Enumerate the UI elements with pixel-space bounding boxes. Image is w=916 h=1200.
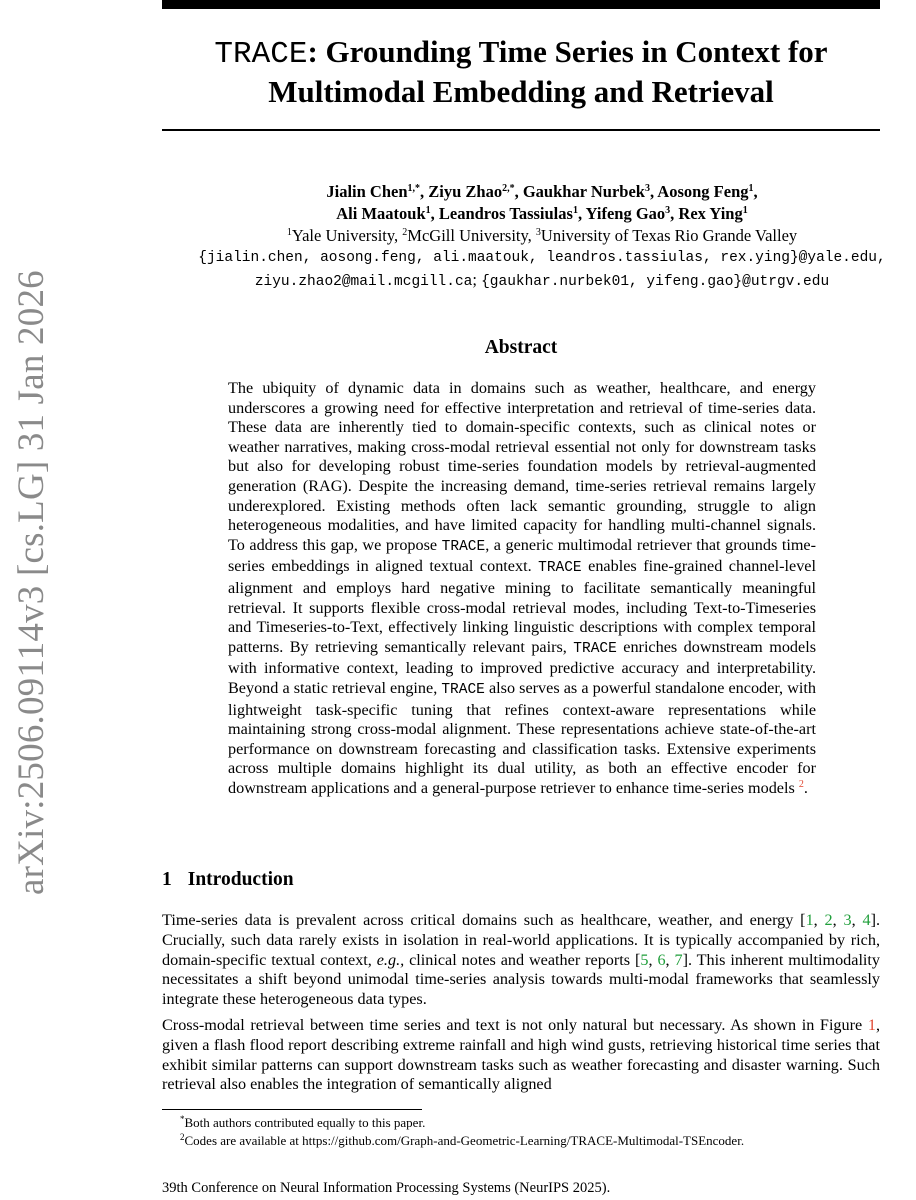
- affiliations: $^1$Yale University, $^2$McGill University, $^3$University of Texas Rio Grande Valley: [286, 226, 798, 245]
- author-name: Leandros Tassiulas: [438, 204, 573, 223]
- citation-link[interactable]: 4: [862, 911, 871, 929]
- title-line1: : Grounding Time Series in Context for: [307, 34, 828, 69]
- email-separator: ;: [472, 270, 482, 289]
- emphasis: e.g.,: [376, 950, 405, 969]
- abstract-segment: .: [803, 778, 808, 797]
- footnote-1: [162, 1114, 902, 1132]
- author-name: Gaukhar Nurbek: [522, 182, 645, 201]
- footnote-rule: [162, 1109, 422, 1110]
- text-segment: Time-series data is prevalent across critical domains such as healthcare, weather, and energy [: [162, 911, 806, 929]
- author-sup: 3: [665, 205, 671, 216]
- footnotes: [162, 1114, 902, 1150]
- email: {gaukhar.nurbek01, yifeng.gao}@utrgv.edu: [481, 274, 830, 290]
- venue-footer: 39th Conference on Neural Information Processing Systems (NeurIPS 2025).: [162, 1180, 611, 1196]
- citation-link[interactable]: 6: [657, 950, 666, 969]
- section-number: 1: [162, 869, 172, 890]
- text-segment: ]. This inherent multimodality necessitates a shift beyond unimodal time-series analysis towards multi-modal frameworks that seamlessly integrate these heterogeneous data types.: [162, 950, 881, 1009]
- author-name: Jialin Chen: [326, 182, 408, 201]
- footnote-mark: *: [180, 1114, 185, 1124]
- author-line-1: Jialin Chen$^{1,*}$, Ziyu Zhao$^{2,*}$, Gaukhar Nurbek$^3$, Aosong Feng$^1$,: [326, 182, 758, 201]
- text-segment: , given a flash flood report describing extreme rainfall and high wind gusts, retrieving historical time series that exhibit similar patterns can support downstream tasks such as weather forecasting and disaster warning. Such retrieval also enables the integration of semantically aligned: [162, 1015, 880, 1094]
- text-segment: ]. Crucially, such data rarely exists in isolation in real-world applications. It is typically accompanied by rich, domain-specific textual context,: [162, 911, 881, 969]
- footnote-text: Both authors contributed equally to this paper.: [184, 1115, 426, 1130]
- footnote-2: [162, 1132, 902, 1150]
- abstract-text: [228, 379, 816, 798]
- section-title: Introduction: [187, 869, 294, 890]
- text-segment: Cross-modal retrieval between time series and text is not only natural but necessary. As shown in Figure: [162, 1015, 868, 1034]
- system-name: TRACE: [573, 640, 617, 657]
- author-sup: 1: [742, 205, 748, 216]
- arxiv-identifier: arXiv:2506.09114v3 [cs.LG] 31 Jan 2026: [11, 270, 52, 895]
- title-line2: Multimodal Embedding and Retrieval: [268, 74, 774, 109]
- system-name: TRACE: [538, 560, 582, 577]
- paragraph: Time-series data is prevalent across critical domains such as healthcare, weather, and energy [1, 2, 3, 4]. Crucially, such data rarely exists in isolation in real-world applications. It is typically accompanied by rich, domain-specific textual context, e.g., clinical notes and weather reports [5, 6, 7]. This inherent multimodality necessitates a shift beyond unimodal time-series analysis towards multi-modal frameworks that seamlessly integrate these heterogeneous data types.: [162, 911, 881, 1009]
- footnote-link[interactable]: 2: [798, 778, 804, 790]
- affiliation: Yale University,: [291, 226, 403, 245]
- author-name: Ali Maatouk: [336, 204, 426, 223]
- author-sup: 1: [425, 205, 431, 216]
- citation-link[interactable]: 7: [674, 950, 683, 969]
- system-name: TRACE: [441, 538, 486, 555]
- footnote-text[interactable]: Codes are available at https://github.com/Graph-and-Geometric-Learning/TRACE-Multimodal-TSEncoder.: [184, 1133, 745, 1148]
- abstract-segment: enriches downstream models with informative context, leading to improved predictive accuracy and interpretability. Beyond a static retrieval engine,: [228, 637, 816, 697]
- title-system-name: TRACE: [214, 37, 308, 72]
- footnote-mark: 2: [180, 1132, 185, 1142]
- citation-link[interactable]: 1: [805, 911, 814, 929]
- title-rule: [162, 129, 880, 131]
- figure-link[interactable]: 1: [867, 1015, 876, 1034]
- introduction-body: [162, 911, 880, 1101]
- author-sup: 3: [644, 183, 650, 194]
- citation-link[interactable]: 5: [640, 950, 649, 969]
- abstract-segment: The ubiquity of dynamic data in domains such as weather, healthcare, and energy underscores a growing need for effective interpretation and retrieval of time-series data. These data are inherently tied to domain-specific contexts, such as clinical notes or weather narratives, making cross-modal retrieval essential not only for downstream tasks but also for developing robust time-series foundation models by retrieval-augmented generation (RAG). Despite the increasing demand, time-series retrieval remains largely underexplored. Existing methods often lack semantic grounding, struggle to align heterogeneous modalities, and have limited capacity for handling multi-channel signals. To address this gap, we propose: [228, 379, 816, 554]
- system-name: TRACE: [441, 681, 485, 698]
- paper-title: [162, 33, 880, 110]
- text-segment: clinical notes and weather reports [: [404, 950, 641, 969]
- email: ziyu.zhao2@mail.mcgill.ca: [254, 274, 473, 290]
- citation-link[interactable]: 2: [824, 911, 833, 929]
- author-sup: 1,*: [407, 183, 421, 194]
- citation-link[interactable]: 3: [843, 911, 852, 929]
- author-sup: 2,*: [502, 183, 515, 194]
- author-line-2: Ali Maatouk$^1$, Leandros Tassiulas$^1$, Yifeng Gao$^3$, Rex Ying$^1$: [336, 204, 748, 223]
- section-heading: [162, 869, 310, 891]
- abstract-segment: enables fine-grained channel-level alignment and employs hard negative mining to facilitate semantically meaningful retrieval. It supports flexible cross-modal retrieval modes, including Text-to-Timeseries and Timeseries-to-Text, effectively linking linguistic descriptions with complex temporal patterns. By retrieving semantically relevant pairs,: [228, 557, 816, 656]
- abstract-segment: , a generic multimodal retriever that grounds time-series embeddings in aligned textual context.: [228, 535, 816, 576]
- author-sup: 1: [748, 183, 754, 194]
- author-name: Rex Ying: [678, 204, 743, 223]
- affiliation: University of Texas Rio Grande Valley: [540, 226, 798, 245]
- author-emails-2: [162, 269, 916, 293]
- affiliation: McGill University,: [407, 226, 536, 245]
- paragraph: [162, 1016, 880, 1095]
- author-name: Yifeng Gao: [585, 204, 666, 223]
- author-block: [162, 181, 916, 293]
- author-name: Ziyu Zhao: [428, 182, 503, 201]
- author-emails-1: {jialin.chen, aosong.feng, ali.maatouk, leandros.tassiulas, rex.ying}@yale.edu,: [198, 250, 886, 266]
- top-rule: [162, 0, 880, 9]
- abstract-heading: Abstract: [484, 337, 558, 358]
- abstract-segment: also serves as a powerful standalone encoder, with lightweight task-specific tuning that refines context-aware representations while maintaining strong cross-modal alignment. These representations achieve state-of-the-art performance on downstream forecasting and classification tasks. Extensive experiments across multiple domains highlight its dual utility, as both an effective encoder for downstream applications and a general-purpose retriever to enhance time-series models: [228, 678, 816, 797]
- author-sup: 1: [572, 205, 578, 216]
- author-name: Aosong Feng: [657, 182, 749, 201]
